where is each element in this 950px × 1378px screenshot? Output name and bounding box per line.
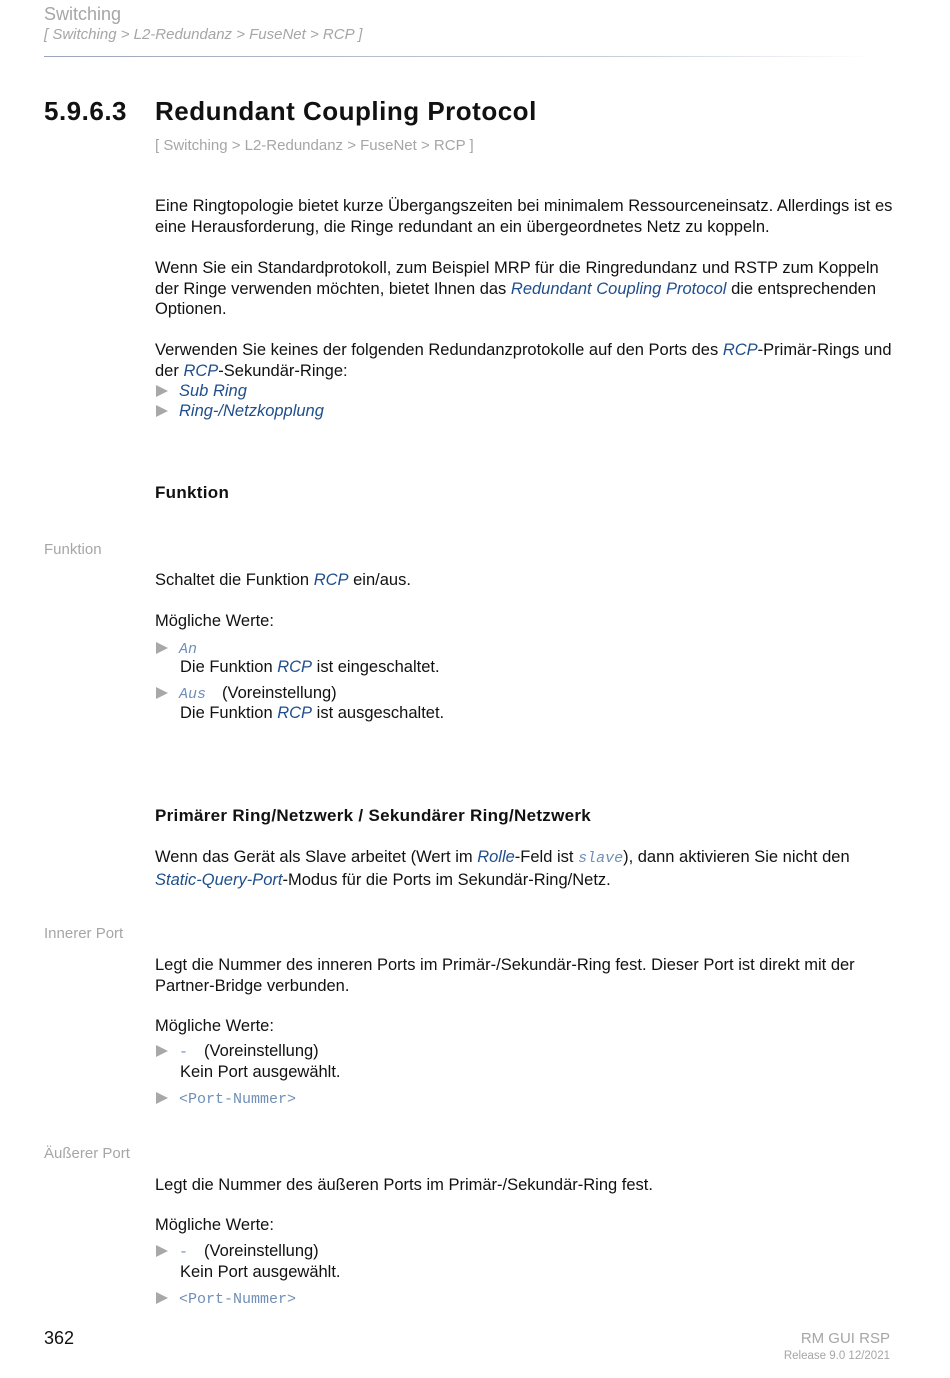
footer-product: RM GUI RSP	[800, 1330, 890, 1347]
list-item	[156, 381, 247, 402]
values-label: Mögliche Werte:	[155, 1216, 274, 1234]
margin-label-funktion: Funktion	[44, 541, 102, 558]
text: Wenn das Gerät als Slave arbeitet (Wert im	[155, 848, 478, 866]
default-note: (Voreinstellung)	[204, 1042, 319, 1060]
option-aus-description	[180, 703, 444, 724]
link-ring-netzkopplung[interactable]: Ring-/Netzkopplung	[179, 402, 324, 420]
running-header-breadcrumb: [ Switching > L2-Redundanz > FuseNet > RCP ]	[44, 26, 363, 43]
section-number: 5.9.6.3	[44, 96, 128, 126]
link-redundant-coupling-protocol[interactable]: Redundant Coupling Protocol	[510, 279, 727, 298]
text: die entsprechenden Optionen.	[155, 279, 877, 318]
text: Schaltet die Funktion	[155, 571, 314, 589]
values-label: Mögliche Werte:	[155, 1017, 274, 1035]
value-dash: -	[179, 1044, 189, 1061]
intro-paragraph-3	[155, 340, 895, 381]
link-rcp[interactable]: RCP	[313, 571, 349, 589]
value-port-nummer: <Port-Nummer>	[179, 1291, 297, 1308]
triangle-bullet-icon	[156, 385, 168, 397]
triangle-bullet-icon	[156, 687, 168, 699]
text: Die Funktion	[180, 704, 278, 722]
value-dash: -	[179, 1244, 189, 1261]
link-rcp[interactable]: RCP	[183, 361, 219, 380]
section-breadcrumb: [ Switching > L2-Redundanz > FuseNet > RCP ]	[155, 137, 474, 154]
value-an: An	[179, 641, 198, 658]
running-header-title: Switching	[44, 4, 122, 24]
text: ist eingeschaltet.	[312, 658, 440, 676]
section-title: Redundant Coupling Protocol	[155, 96, 537, 126]
text: -Feld ist	[514, 848, 579, 866]
heading-funktion: Funktion	[155, 483, 230, 502]
triangle-bullet-icon	[156, 642, 168, 654]
text: Verwenden Sie keines der folgenden Redundanzprotokolle auf den Ports des	[155, 341, 723, 359]
footer-release: Release 9.0 12/2021	[783, 1350, 890, 1362]
default-note: (Voreinstellung)	[204, 1242, 319, 1260]
link-sub-ring[interactable]: Sub Ring	[179, 382, 247, 400]
innerer-port-description: Legt die Nummer des inneren Ports im Primär-/Sekundär-Ring fest. Dieser Port ist direkt mit der Partner-Bridge verbunden.	[155, 956, 855, 995]
intro-paragraph-2	[155, 258, 895, 320]
intro-paragraph-1: Eine Ringtopologie bietet kurze Übergangszeiten bei minimalem Ressourceneinsatz. Allerdings ist es eine Herausforderung, die Ringe redundant an ein übergeordnetes Netz zu koppeln.	[155, 197, 893, 236]
link-rcp[interactable]: RCP	[722, 341, 758, 359]
aeusserer-port-description: Legt die Nummer des äußeren Ports im Primär-/Sekundär-Ring fest.	[155, 1176, 653, 1194]
page-number: 362	[44, 1328, 75, 1348]
text: -Sekundär-Ringe:	[218, 361, 348, 380]
triangle-bullet-icon	[156, 1045, 168, 1057]
margin-label-innerer-port: Innerer Port	[44, 925, 124, 942]
value-aus: Aus	[179, 686, 207, 703]
option-port-number	[156, 1288, 296, 1311]
list-item	[156, 401, 324, 422]
text: -Primär-Rings und der	[155, 341, 892, 380]
text: -Modus für die Ports im Sekundär-Ring/Netz.	[282, 870, 611, 889]
default-note: (Voreinstellung)	[222, 684, 337, 702]
link-rolle[interactable]: Rolle	[477, 848, 515, 866]
option-port-number	[156, 1088, 296, 1111]
value-port-nummer: <Port-Nummer>	[179, 1091, 297, 1108]
triangle-bullet-icon	[156, 405, 168, 417]
triangle-bullet-icon	[156, 1092, 168, 1104]
text: ein/aus.	[348, 571, 411, 589]
text: ), dann aktivieren Sie nicht den	[623, 848, 850, 866]
heading-ring-netzwerk: Primärer Ring/Netzwerk / Sekundärer Ring/Netzwerk	[155, 806, 592, 825]
text: ist ausgeschaltet.	[312, 704, 445, 722]
margin-label-aeusserer-port: Äußerer Port	[44, 1145, 130, 1162]
text: Wenn Sie ein Standardprotokoll, zum Beispiel MRP für die Ringredundanz und RSTP zum Koppeln der Ringe verwenden möchten, bietet Ihnen das	[155, 259, 879, 298]
link-rcp[interactable]: RCP	[277, 704, 313, 722]
text: Die Funktion	[180, 658, 278, 676]
triangle-bullet-icon	[156, 1245, 168, 1257]
ring-paragraph	[155, 847, 895, 890]
funktion-description	[155, 570, 895, 591]
triangle-bullet-icon	[156, 1292, 168, 1304]
option-none	[156, 1041, 319, 1064]
option-none-description: Kein Port ausgewählt.	[180, 1063, 341, 1081]
link-static-query-port[interactable]: Static-Query-Port	[155, 870, 283, 889]
header-divider	[44, 56, 874, 57]
link-rcp[interactable]: RCP	[277, 658, 313, 676]
values-label: Mögliche Werte:	[155, 612, 274, 630]
option-none	[156, 1241, 319, 1264]
option-an-description	[180, 657, 440, 678]
value-slave: slave	[578, 850, 624, 867]
option-none-description: Kein Port ausgewählt.	[180, 1263, 341, 1281]
